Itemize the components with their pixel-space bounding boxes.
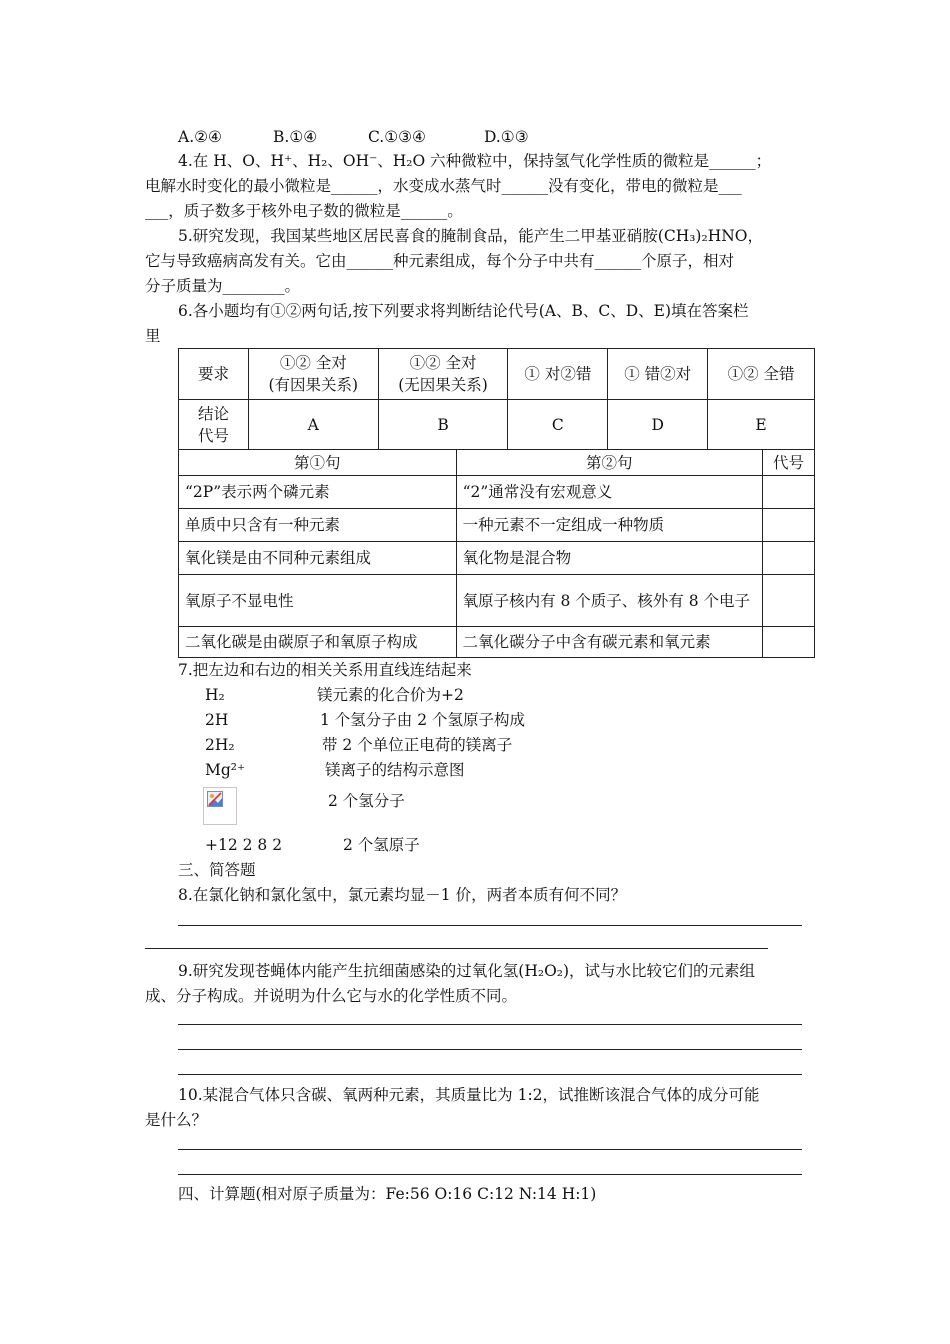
code-e: E bbox=[708, 400, 815, 450]
q8-line: 8.在氯化钠和氯化氢中，氯元素均显－1 价，两者本质有何不同？ bbox=[178, 886, 627, 904]
sentence1-cell: “2P”表示两个磷元素 bbox=[179, 476, 457, 509]
q6-line2: 里 bbox=[145, 327, 161, 345]
code-c: C bbox=[508, 400, 608, 450]
code-label: 结论 代号 bbox=[179, 400, 249, 450]
code-a: A bbox=[248, 400, 378, 450]
sentence1-cell: 氧原子不显电性 bbox=[179, 575, 457, 627]
table-row bbox=[179, 575, 815, 627]
q9-line1: 9.研究发现苍蝇体内能产生抗细菌感染的过氧化氢(H₂O₂)，试与水比较它们的元素组 bbox=[178, 962, 756, 980]
q7-right-item: 1 个氢分子由 2 个氢原子构成 bbox=[320, 711, 526, 729]
answer-code-cell[interactable] bbox=[763, 542, 815, 575]
q7-left-item: +12 2 8 2 bbox=[205, 836, 283, 854]
option-b: B.①④ bbox=[273, 128, 318, 146]
q7-right-item: 2 个氢原子 bbox=[343, 836, 420, 854]
req-header-d: ① 错②对 bbox=[608, 349, 708, 400]
answer-line[interactable] bbox=[178, 1174, 802, 1175]
q4-line2: 电解水时变化的最小微粒是______，水变成水蒸气时______没有变化，带电的微粒是___ bbox=[145, 177, 742, 195]
sentence2-cell: “2”通常没有宏观意义 bbox=[456, 476, 762, 509]
broken-image-icon bbox=[203, 787, 237, 825]
code-b: B bbox=[378, 400, 508, 450]
q6-line1: 6.各小题均有①②两句话,按下列要求将判断结论代号(A、B、C、D、E)填在答案栏 bbox=[178, 302, 749, 320]
sentence2-cell: 氧原子核内有 8 个质子、核外有 8 个电子 bbox=[456, 575, 762, 627]
answer-line[interactable] bbox=[178, 1074, 802, 1075]
table-row bbox=[179, 627, 815, 658]
q7-title: 7.把左边和右边的相关关系用直线连结起来 bbox=[178, 661, 472, 679]
option-d: D.①③ bbox=[484, 128, 529, 146]
answer-line[interactable] bbox=[178, 925, 802, 926]
sentence2-cell: 二氧化碳分子中含有碳元素和氧元素 bbox=[456, 627, 762, 658]
table-row bbox=[179, 476, 815, 509]
sentence1-cell: 单质中只含有一种元素 bbox=[179, 509, 457, 542]
answer-code-cell[interactable] bbox=[763, 627, 815, 658]
section-heading: 四、计算题(相对原子质量为：Fe:56 O:16 C:12 N:14 H:1) bbox=[178, 1185, 597, 1203]
answer-code-cell[interactable] bbox=[763, 575, 815, 627]
q7-left-item: H₂ bbox=[205, 686, 225, 704]
code-d: D bbox=[608, 400, 708, 450]
answer-code-cell[interactable] bbox=[763, 509, 815, 542]
answer-line[interactable] bbox=[178, 1149, 802, 1150]
q7-right-item: 2 个氢分子 bbox=[328, 792, 405, 810]
answer-line[interactable] bbox=[145, 948, 768, 949]
req-header-label: 要求 bbox=[179, 349, 249, 400]
q7-left-item: Mg²⁺ bbox=[205, 761, 246, 779]
answer-line[interactable] bbox=[178, 1049, 802, 1050]
answer-line[interactable] bbox=[178, 1024, 802, 1025]
q7-left-item: 2H bbox=[205, 711, 229, 729]
table-row bbox=[179, 542, 815, 575]
q4-line1: 4.在 H、O、H⁺、H₂、OH⁻、H₂O 六种微粒中，保持氢气化学性质的微粒是______； bbox=[178, 152, 772, 170]
col-header-sentence2: 第②句 bbox=[456, 450, 762, 476]
q4-line3: ___，质子数多于核外电子数的微粒是______。 bbox=[145, 202, 463, 220]
req-header-c: ① 对②错 bbox=[508, 349, 608, 400]
req-header-a: ①② 全对 (有因果关系) bbox=[248, 349, 378, 400]
req-header-e: ①② 全错 bbox=[708, 349, 815, 400]
col-header-sentence1: 第①句 bbox=[179, 450, 457, 476]
q7-left-item: 2H₂ bbox=[205, 736, 235, 754]
answer-code-cell[interactable] bbox=[763, 476, 815, 509]
req-header-b: ①② 全对 (无因果关系) bbox=[378, 349, 508, 400]
q7-right-item: 镁离子的结构示意图 bbox=[325, 761, 465, 779]
col-header-code: 代号 bbox=[763, 450, 815, 476]
sentence1-cell: 二氧化碳是由碳原子和氧原子构成 bbox=[179, 627, 457, 658]
q9-line2: 成、分子构成。并说明为什么它与水的化学性质不同。 bbox=[145, 987, 518, 1005]
option-a: A.②④ bbox=[178, 128, 222, 146]
q7-right-item: 镁元素的化合价为+2 bbox=[317, 686, 464, 704]
section-heading: 三、简答题 bbox=[178, 861, 256, 879]
sentence2-cell: 一种元素不一定组成一种物质 bbox=[456, 509, 762, 542]
requirement-table bbox=[178, 348, 815, 450]
q5-line1: 5.研究发现，我国某些地区居民喜食的腌制食品，能产生二甲基亚硝胺(CH₃)₂HNO， bbox=[178, 227, 763, 245]
q7-right-item: 带 2 个单位正电荷的镁离子 bbox=[322, 736, 513, 754]
q5-line2: 它与导致癌病高发有关。它由______种元素组成，每个分子中共有______个原子，相对 bbox=[145, 252, 735, 270]
sentence2-cell: 氧化物是混合物 bbox=[456, 542, 762, 575]
table-row bbox=[179, 509, 815, 542]
answer-table bbox=[178, 449, 815, 658]
q5-line3: 分子质量为________。 bbox=[145, 277, 301, 295]
q10-line1: 10.某混合气体只含碳、氧两种元素，其质量比为 1:2，试推断该混合气体的成分可能 bbox=[178, 1086, 760, 1104]
sentence1-cell: 氧化镁是由不同种元素组成 bbox=[179, 542, 457, 575]
option-c: C.①③④ bbox=[368, 128, 426, 146]
q10-line2: 是什么？ bbox=[145, 1111, 208, 1129]
